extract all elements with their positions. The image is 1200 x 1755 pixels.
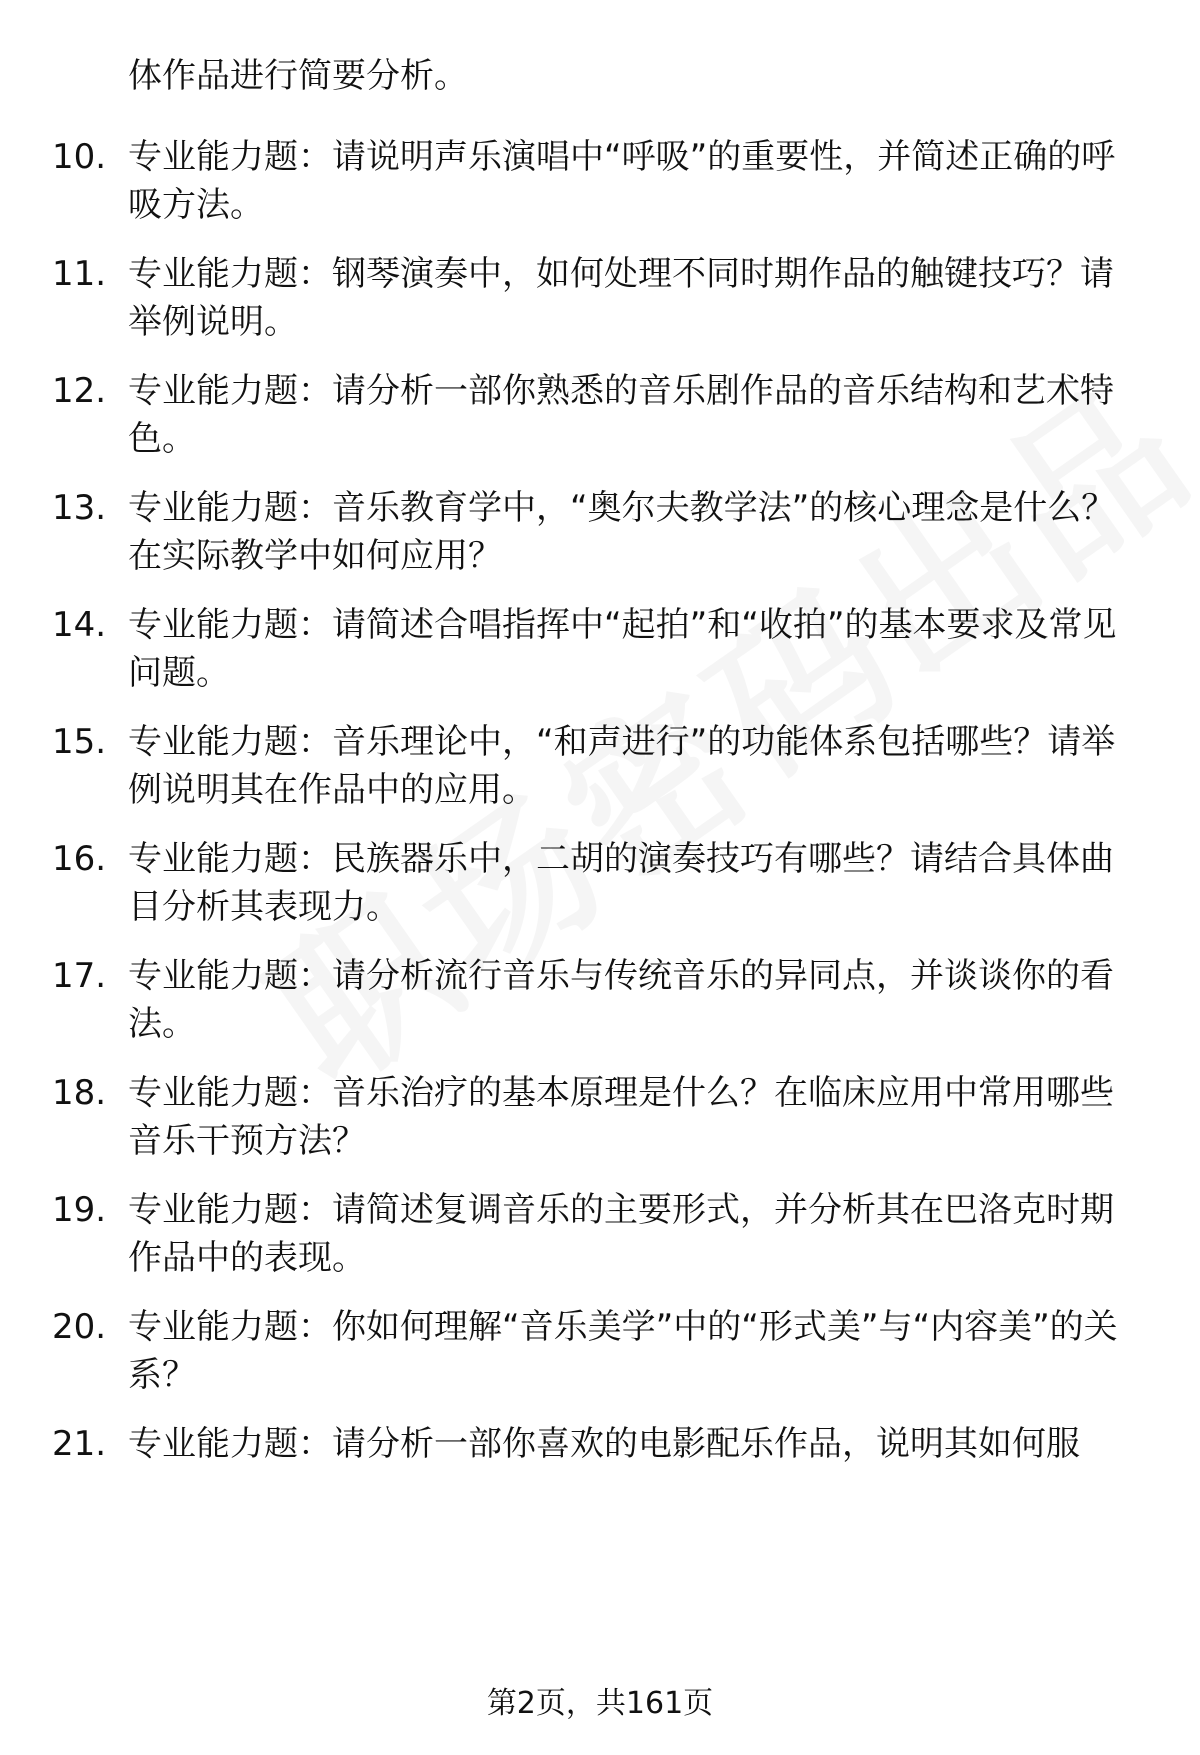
question-text: 专业能力题：你如何理解“音乐美学”中的“形式美”与“内容美”的关系？ bbox=[128, 1307, 1118, 1395]
question-text: 专业能力题：音乐理论中，“和声进行”的功能体系包括哪些？请举例说明其在作品中的应用。 bbox=[128, 722, 1116, 810]
question-number: 10. bbox=[52, 137, 107, 177]
question-number: 13. bbox=[52, 488, 107, 528]
question-text: 专业能力题：请分析流行音乐与传统音乐的异同点，并谈谈你的看法。 bbox=[128, 956, 1114, 1044]
question-text: 专业能力题：请分析一部你喜欢的电影配乐作品，说明其如何服 bbox=[128, 1424, 1080, 1464]
question-text: 专业能力题：请分析一部你熟悉的音乐剧作品的音乐结构和艺术特色。 bbox=[128, 371, 1114, 459]
question-number: 16. bbox=[52, 839, 107, 879]
question-number: 11. bbox=[52, 254, 107, 294]
question-number: 19. bbox=[52, 1190, 107, 1230]
question-number: 14. bbox=[52, 605, 107, 645]
page-footer: 第2页，共161页 bbox=[486, 1686, 714, 1721]
question-text: 专业能力题：音乐治疗的基本原理是什么？在临床应用中常用哪些音乐干预方法？ bbox=[128, 1073, 1114, 1161]
question-number: 17. bbox=[52, 956, 107, 996]
question-number: 18. bbox=[52, 1073, 107, 1113]
question-text: 专业能力题：钢琴演奏中，如何处理不同时期作品的触键技巧？请举例说明。 bbox=[128, 254, 1114, 342]
question-number: 12. bbox=[52, 371, 107, 411]
question-text: 专业能力题：请简述合唱指挥中“起拍”和“收拍”的基本要求及常见问题。 bbox=[128, 605, 1117, 693]
question-number: 20. bbox=[52, 1307, 107, 1347]
question-text: 专业能力题：请说明声乐演唱中“呼吸”的重要性，并简述正确的呼吸方法。 bbox=[128, 137, 1116, 225]
question-number: 21. bbox=[52, 1424, 107, 1464]
question-text: 专业能力题：音乐教育学中，“奥尔夫教学法”的核心理念是什么？在实际教学中如何应用？ bbox=[128, 488, 1116, 576]
question-text: 专业能力题：请简述复调音乐的主要形式，并分析其在巴洛克时期作品中的表现。 bbox=[128, 1190, 1114, 1278]
question-text: 专业能力题：民族器乐中，二胡的演奏技巧有哪些？请结合具体曲目分析其表现力。 bbox=[128, 839, 1114, 927]
question-number: 15. bbox=[52, 722, 107, 762]
continued-text: 体作品进行简要分析。 bbox=[128, 56, 468, 96]
